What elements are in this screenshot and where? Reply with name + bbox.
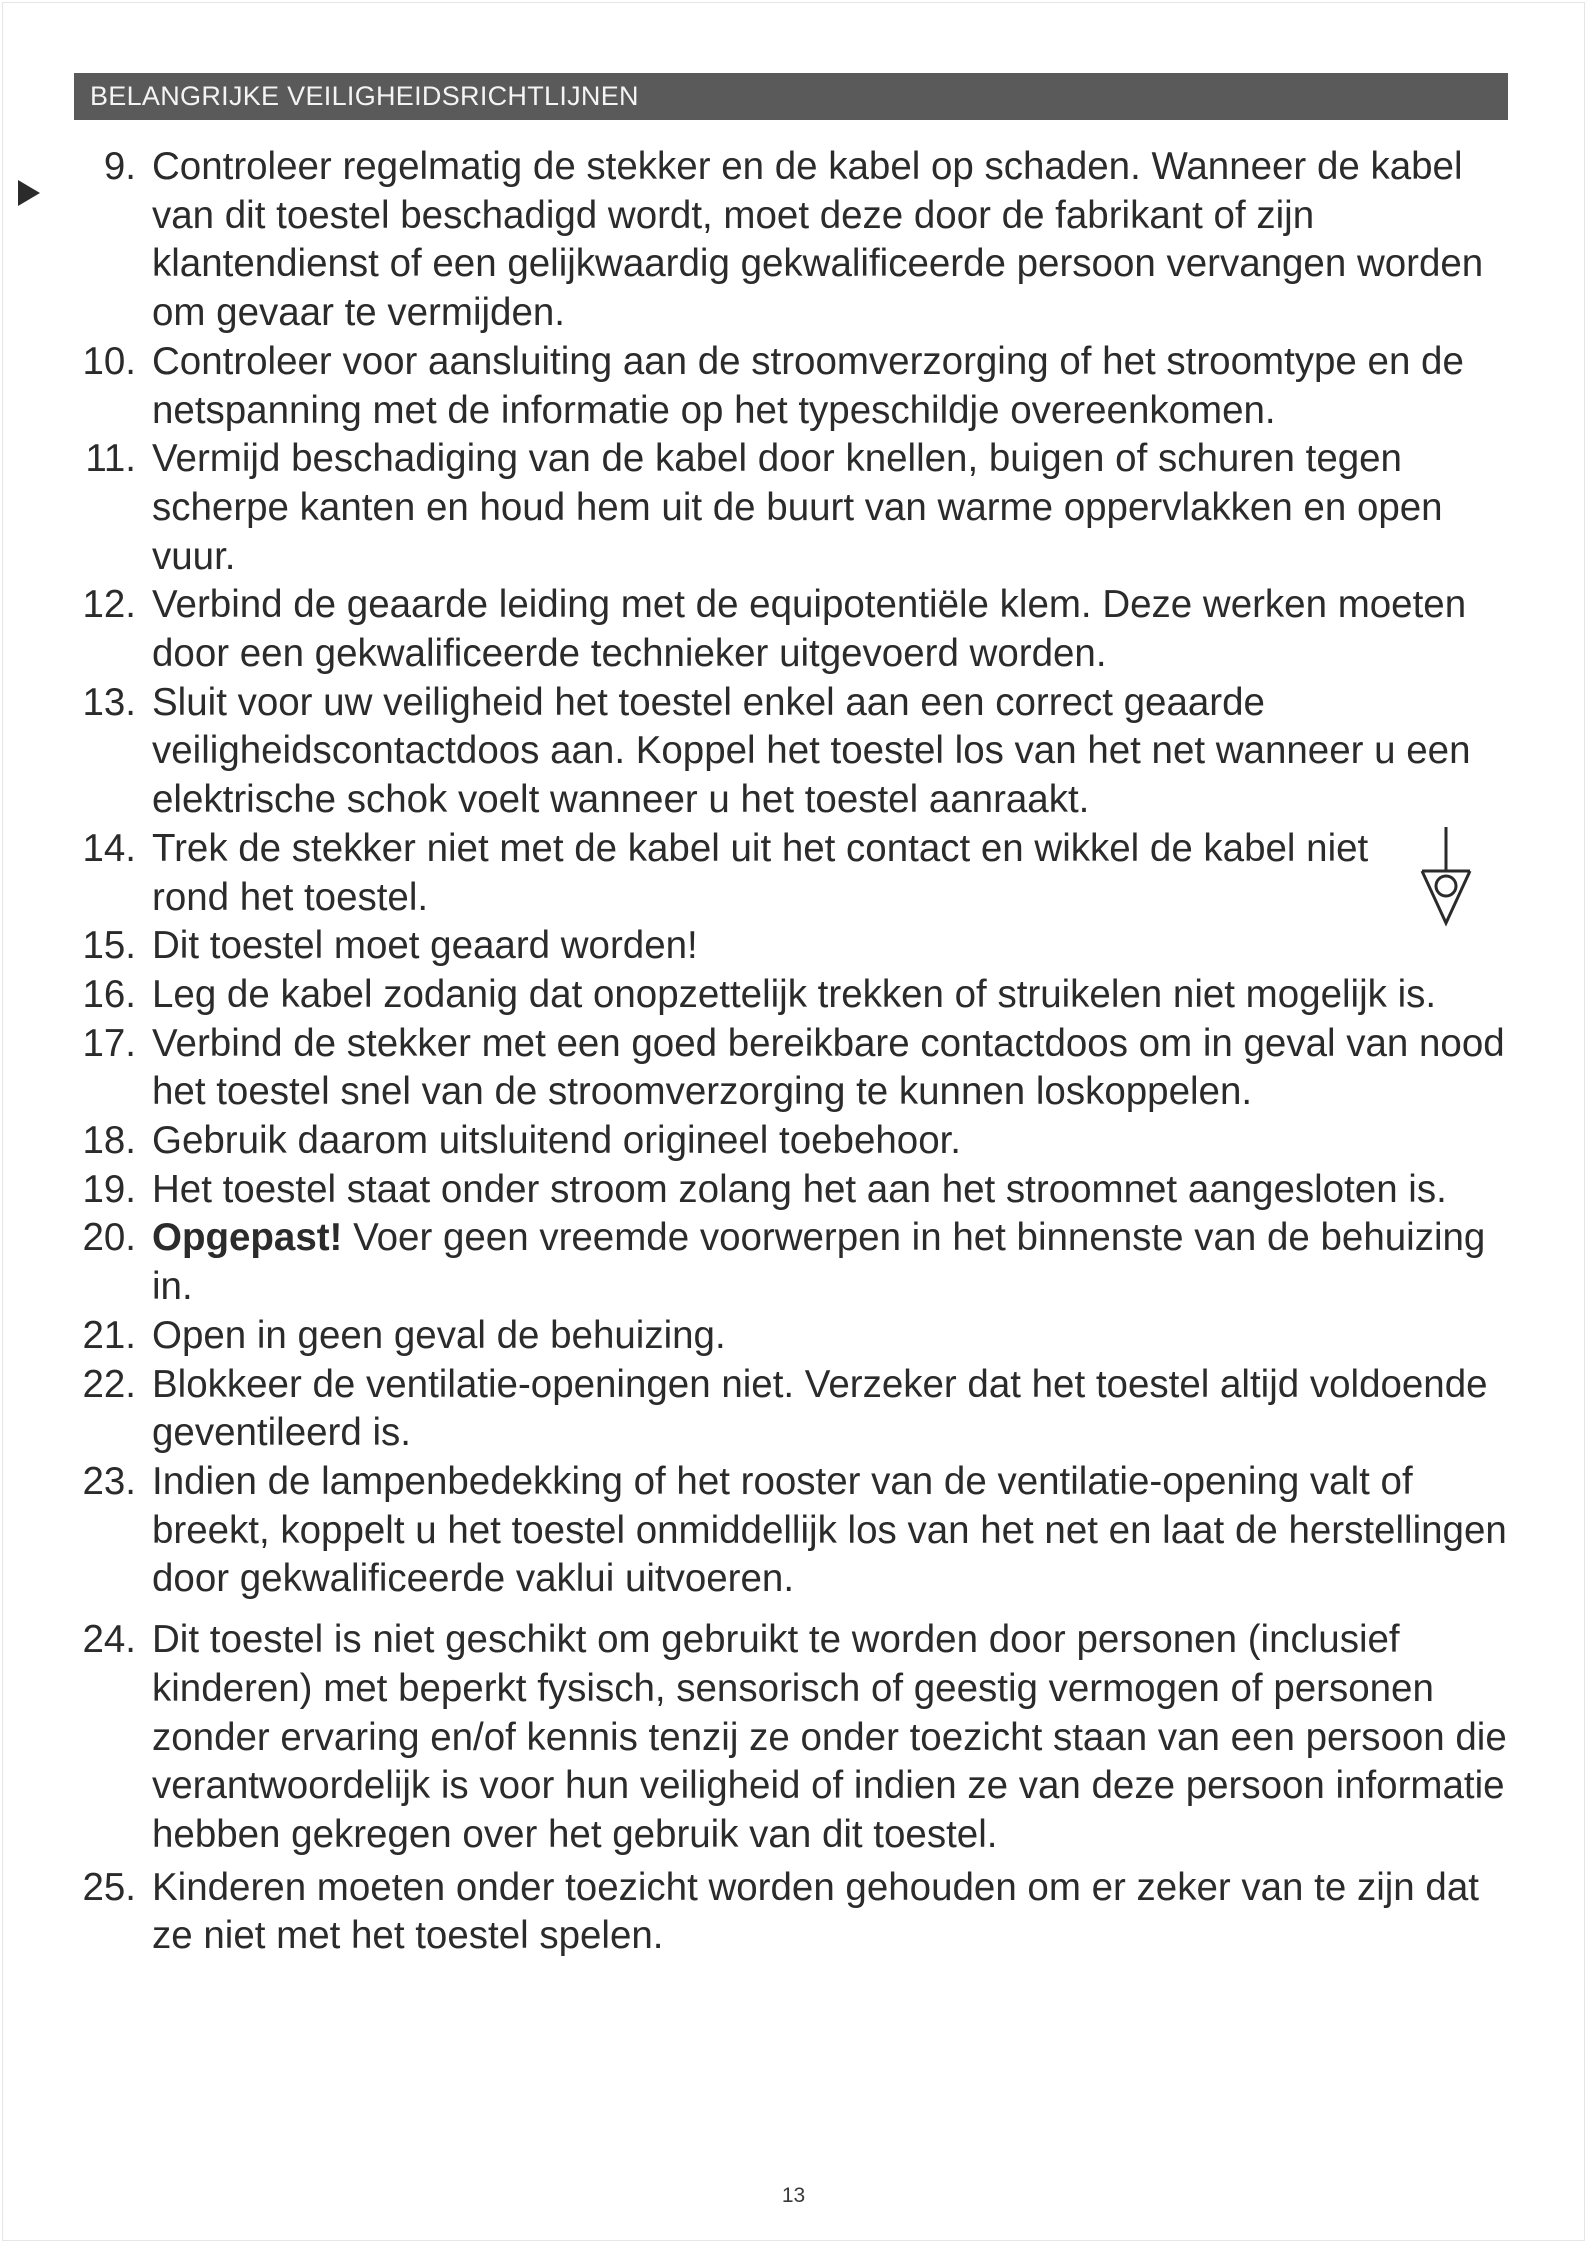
list-item bbox=[64, 1166, 1514, 1215]
item-text: Verbind de geaarde leiding met de equipotentiële klem. Deze werken moeten door een gekwalificeerde technieker uitgevoerd worden. bbox=[152, 583, 1467, 676]
item-number: 14. bbox=[82, 826, 136, 870]
list-item bbox=[64, 1616, 1514, 1860]
item-text bbox=[152, 1216, 1485, 1308]
list-item bbox=[64, 1117, 1514, 1166]
item-text: Trek de stekker niet met de kabel uit het contact en wikkel de kabel niet rond het toestel. bbox=[152, 826, 1369, 919]
item-number: 17. bbox=[82, 1021, 136, 1065]
list-item bbox=[64, 1361, 1514, 1458]
item-text: Kinderen moeten onder toezicht worden gehouden om er zeker van te zijn dat ze niet met het toestel spelen. bbox=[152, 1865, 1479, 1958]
list-item bbox=[64, 922, 1514, 971]
list-item bbox=[64, 1020, 1514, 1117]
list-item bbox=[64, 338, 1514, 435]
list-item bbox=[64, 1864, 1514, 1961]
item-number: 18. bbox=[82, 1119, 136, 1163]
section-header: BELANGRIJKE VEILIGHEIDSRICHTLIJNEN bbox=[74, 73, 1508, 120]
item-number: 11. bbox=[85, 437, 136, 481]
item-text: Verbind de stekker met een goed bereikbare contactdoos om in geval van nood het toestel snel van de stroomverzorging te kunnen loskoppelen. bbox=[152, 1021, 1505, 1114]
item-number: 21. bbox=[82, 1313, 136, 1357]
item-number: 22. bbox=[82, 1362, 136, 1406]
list-item bbox=[64, 971, 1514, 1020]
item-number: 20. bbox=[82, 1216, 136, 1260]
equipotential-ground-icon bbox=[1418, 823, 1474, 933]
warning-emphasis: Opgepast! bbox=[152, 1216, 343, 1260]
item-number: 24. bbox=[82, 1618, 136, 1662]
item-text: Controleer regelmatig de stekker en de kabel op schaden. Wanneer de kabel van dit toestel beschadigd wordt, moet deze door de fabrikant of zijn klantendienst of een gelijkwaardig gekwalificeerde persoon vervangen worden om gevaar te vermijden. bbox=[152, 145, 1484, 335]
list-item bbox=[64, 1312, 1514, 1361]
item-text: Blokkeer de ventilatie-openingen niet. Verzeker dat het toestel altijd voldoende geventileerd is. bbox=[152, 1362, 1488, 1455]
item-text-rest: Voer geen vreemde voorwerpen in het binnenste van de behuizing in. bbox=[152, 1216, 1486, 1309]
item-number: 19. bbox=[82, 1167, 136, 1211]
item-text: Open in geen geval de behuizing. bbox=[152, 1313, 726, 1357]
page-number: 13 bbox=[781, 2184, 806, 2207]
item-number: 13. bbox=[82, 680, 136, 724]
list-item bbox=[64, 1214, 1514, 1311]
item-text: Controleer voor aansluiting aan de stroomverzorging of het stroomtype en de netspanning met de informatie op het typeschildje overeenkomen. bbox=[152, 339, 1464, 432]
item-number: 9. bbox=[103, 145, 136, 188]
item-number: 12. bbox=[82, 583, 136, 627]
list-item bbox=[64, 1458, 1514, 1604]
item-text: Dit toestel is niet geschikt om gebruikt te worden door personen (inclusief kinderen) met beperkt fysisch, sensorisch of geestig vermogen of personen zonder ervaring en/of kennis tenzij ze onder toezicht staan van een persoon die verantwoordelijk is voor hun veiligheid of indien ze van deze persoon informatie hebben gekregen over het gebruik van dit toestel. bbox=[152, 1618, 1507, 1856]
item-text: Vermijd beschadiging van de kabel door knellen, buigen of schuren tegen scherpe kanten en houd hem uit de buurt van warme oppervlakken en open vuur. bbox=[152, 437, 1443, 578]
item-text: Dit toestel moet geaard worden! bbox=[152, 924, 698, 968]
list-item bbox=[64, 435, 1514, 581]
item-text: Het toestel staat onder stroom zolang het aan het stroomnet aangesloten is. bbox=[152, 1167, 1447, 1211]
safety-instructions-list bbox=[64, 143, 1514, 1961]
item-number: 16. bbox=[82, 972, 136, 1016]
list-item bbox=[64, 581, 1514, 678]
item-number: 23. bbox=[82, 1459, 136, 1503]
arrow-right-icon bbox=[18, 180, 40, 206]
item-number: 25. bbox=[82, 1865, 136, 1909]
item-text: Gebruik daarom uitsluitend origineel toebehoor. bbox=[152, 1119, 962, 1163]
list-item bbox=[64, 679, 1514, 825]
item-text: Indien de lampenbedekking of het rooster van de ventilatie-opening valt of breekt, koppelt u het toestel onmiddellijk los van het net en laat de herstellingen door gekwalificeerde vaklui uitvoeren. bbox=[152, 1459, 1507, 1601]
list-item bbox=[64, 143, 1514, 338]
item-number: 10. bbox=[82, 339, 136, 383]
item-number: 15. bbox=[82, 924, 136, 968]
list-item bbox=[64, 825, 1514, 922]
item-text: Sluit voor uw veiligheid het toestel enkel aan een correct geaarde veiligheidscontactdoos aan. Koppel het toestel los van het net wanneer u een elektrische schok voelt wanneer u het toestel aanraakt. bbox=[152, 680, 1471, 822]
item-text: Leg de kabel zodanig dat onopzettelijk trekken of struikelen niet mogelijk is. bbox=[152, 972, 1437, 1016]
